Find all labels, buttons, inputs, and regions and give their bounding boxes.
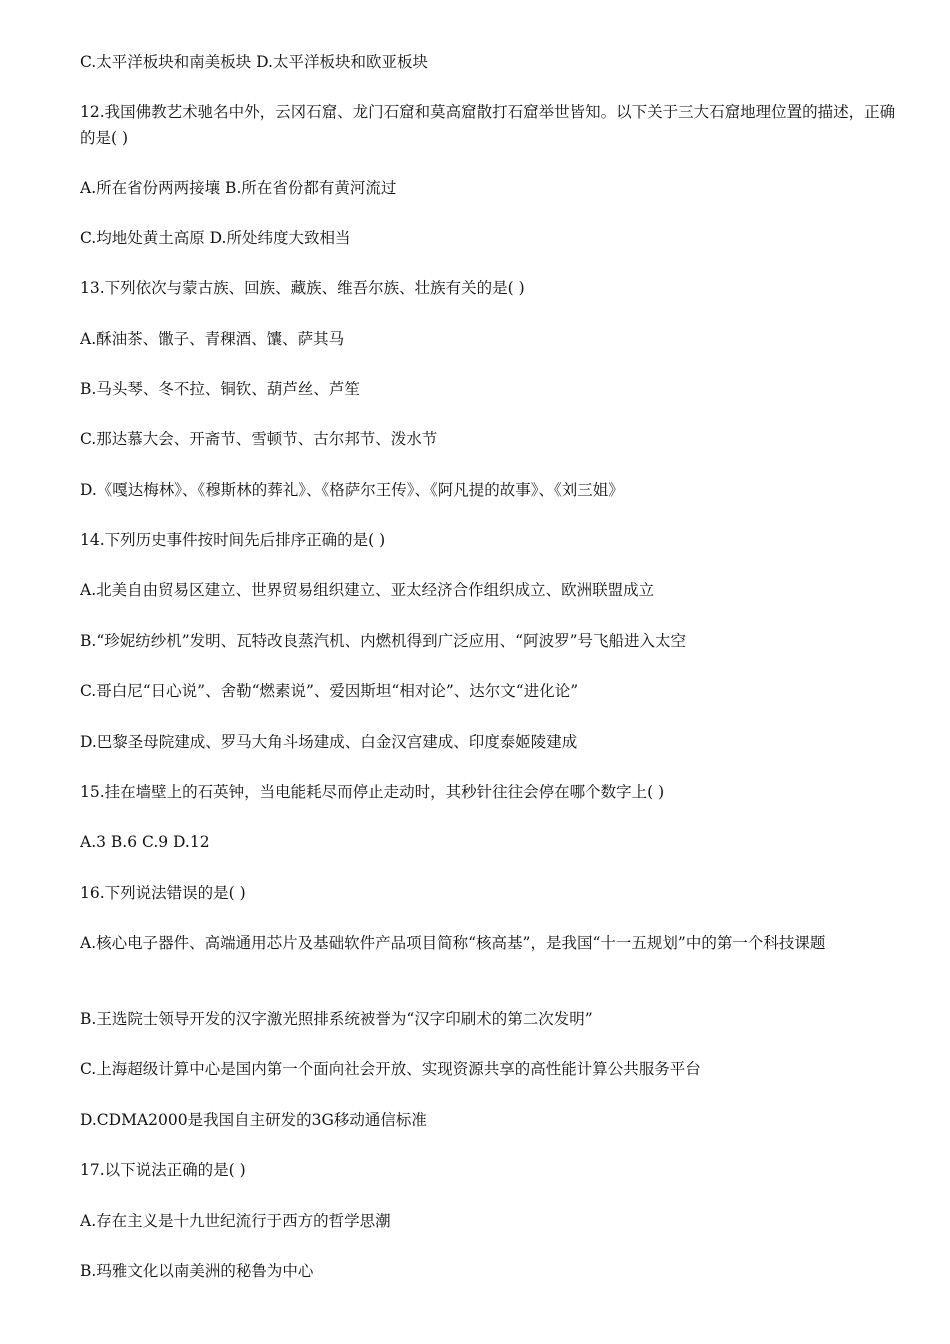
option-14-a: A.北美自由贸易区建立、世界贸易组织建立、亚太经济合作组织成立、欧洲联盟成立 — [80, 581, 655, 599]
option-line-15: A.3 B.6 C.9 D.12 — [80, 833, 210, 851]
question-16: 16.下列说法错误的是( ) — [80, 884, 246, 902]
option-16-c: C.上海超级计算中心是国内第一个面向社会开放、实现资源共享的高性能计算公共服务平台 — [80, 1060, 701, 1078]
option-13-d: D.《嘎达梅林》、《穆斯林的葬礼》、《格萨尔王传》、《阿凡提的故事》、《刘三姐》 — [80, 481, 624, 499]
option-14-c: C.哥白尼“日心说”、舍勒“燃素说”、爱因斯坦“相对论”、达尔文“进化论” — [80, 682, 579, 700]
question-13: 13.下列依次与蒙古族、回族、藏族、维吾尔族、壮族有关的是( ) — [80, 279, 525, 297]
question-17: 17.以下说法正确的是( ) — [80, 1161, 246, 1179]
option-line-12-ab: A.所在省份两两接壤 B.所在省份都有黄河流过 — [80, 179, 397, 197]
question-15: 15.挂在墙壁上的石英钟，当电能耗尽而停止走动时，其秒针往往会停在哪个数字上( ) — [80, 783, 665, 801]
option-13-b: B.马头琴、冬不拉、铜钦、葫芦丝、芦笙 — [80, 380, 360, 398]
option-17-a: A.存在主义是十九世纪流行于西方的哲学思潮 — [80, 1212, 391, 1230]
question-14: 14.下列历史事件按时间先后排序正确的是( ) — [80, 531, 386, 549]
question-12: 12.我国佛教艺术驰名中外，云冈石窟、龙门石窟和莫高窟散打石窟举世皆知。以下关于三大石窟地理位置的描述，正确的是( ) — [80, 103, 896, 147]
option-line-11-cd: C.太平洋板块和南美板块 D.太平洋板块和欧亚板块 — [80, 53, 428, 71]
option-14-b: B.“珍妮纺纱机”发明、瓦特改良蒸汽机、内燃机得到广泛应用、“阿波罗”号飞船进入太空 — [80, 632, 687, 650]
option-17-b: B.玛雅文化以南美洲的秘鲁为中心 — [80, 1262, 314, 1280]
option-13-a: A.酥油茶、馓子、青稞酒、馕、萨其马 — [80, 330, 345, 348]
option-13-c: C.那达慕大会、开斋节、雪顿节、古尔邦节、泼水节 — [80, 430, 438, 448]
option-14-d: D.巴黎圣母院建成、罗马大角斗场建成、白金汉宫建成、印度泰姬陵建成 — [80, 733, 578, 751]
option-16-b: B.王选院士领导开发的汉字激光照排系统被誉为“汉字印刷术的第二次发明” — [80, 1010, 593, 1028]
option-line-12-cd: C.均地处黄土高原 D.所处纬度大致相当 — [80, 229, 351, 247]
option-16-a: A.核心电子器件、高端通用芯片及基础软件产品项目简称“核高基”，是我国“十一五规划”中的第一个科技课题 — [80, 934, 826, 952]
option-16-d: D.CDMA2000是我国自主研发的3G移动通信标准 — [80, 1111, 427, 1129]
